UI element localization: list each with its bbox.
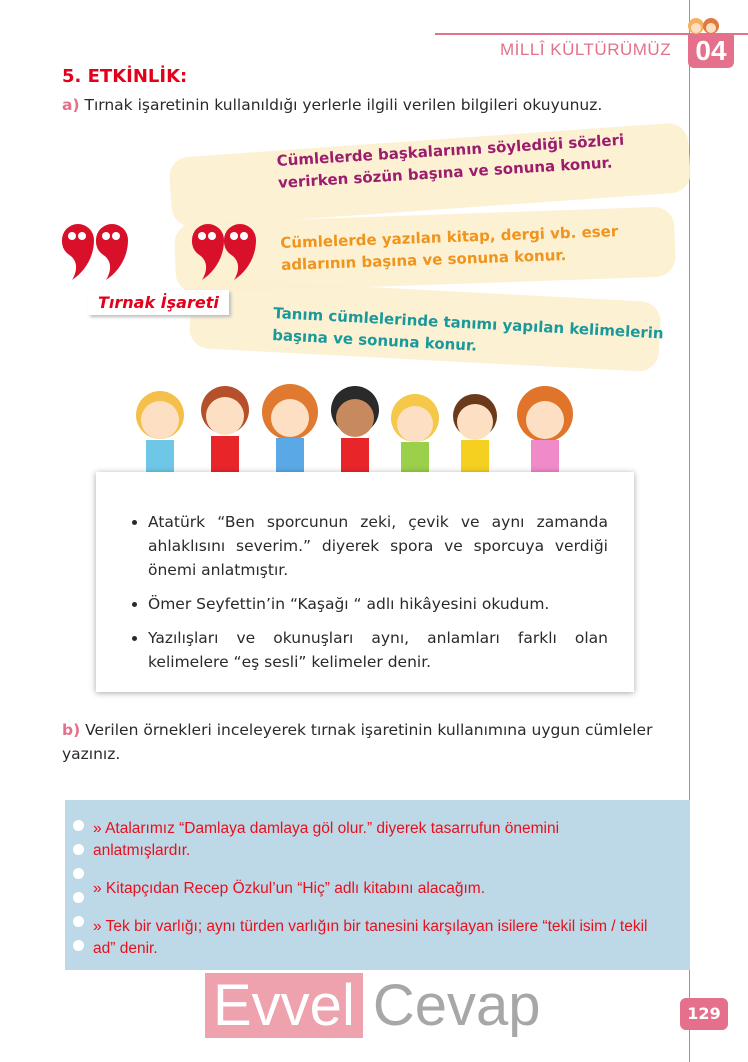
kids-icon — [686, 14, 722, 36]
watermark — [205, 972, 540, 1039]
quote-label: Tırnak İşareti — [88, 290, 229, 315]
example-item: • Yazılışları ve okunuşları aynı, anlamları farklı olan kelimelere “eş sesli” kelimeler denir. — [148, 626, 608, 674]
notebook-hole — [73, 940, 84, 951]
watermark-evvel: Evvel — [205, 973, 363, 1038]
part-b-label: b) — [62, 721, 81, 739]
examples-card — [96, 472, 634, 692]
part-b-instruction — [62, 718, 682, 766]
example-item: • Atatürk “Ben sporcunun zeki, çevik ve aynı zamanda ahlaklısını severim.” diyerek spora ve sporcuya verdiği önemi anlatmıştır. — [148, 510, 608, 582]
unit-number: 04 — [688, 34, 734, 68]
info-titles: Cümlelerde yazılan kitap, dergi vb. eser adlarının başına ve sonuna konur. — [280, 222, 619, 274]
info-speech: Cümlelerde başkalarının söylediği sözleri verirken sözün başına ve sonuna konur. — [276, 130, 625, 192]
part-b-text: Verilen örnekleri inceleyerek tırnak işaretinin kullanımına uygun cümleler yazınız. — [62, 721, 653, 763]
example-item: • Ömer Seyfettin’in “Kaşağı “ adlı hikâyesini okudum. — [148, 592, 608, 616]
info-definitions: Tanım cümlelerinde tanımı yapılan kelimelerin başına ve sonuna konur. — [271, 303, 665, 355]
page-number: 129 — [680, 998, 728, 1030]
watermark-cevap: Cevap — [372, 973, 541, 1038]
unit-title: MİLLÎ KÜLTÜRÜMÜZ — [500, 40, 672, 59]
part-a-label: a) — [62, 96, 80, 114]
notebook-hole — [73, 820, 84, 831]
notebook-hole — [73, 916, 84, 927]
answer-line: » Kitapçıdan Recep Özkul’un “Hiç” adlı kitabını alacağım. — [93, 880, 485, 897]
part-a-instruction — [62, 96, 602, 114]
notebook-hole — [73, 892, 84, 903]
notebook-hole — [73, 844, 84, 855]
answer-box — [65, 800, 690, 970]
part-a-text: Tırnak işaretinin kullanıldığı yerlerle ilgili verilen bilgileri okuyunuz. — [84, 96, 603, 114]
answer-line: » Atalarımız “Damlaya damlaya göl olur.” diyerek tasarrufun önemini anlatmışlardır. — [93, 820, 560, 859]
activity-title: 5. ETKİNLİK: — [62, 66, 188, 87]
answer-line: » Tek bir varlığı; aynı türden varlığın bir tanesini karşılayan isilere “tekil isim / tekil ad” denir. — [93, 918, 648, 957]
quotation-marks-icon — [58, 220, 258, 282]
notebook-hole — [73, 868, 84, 879]
